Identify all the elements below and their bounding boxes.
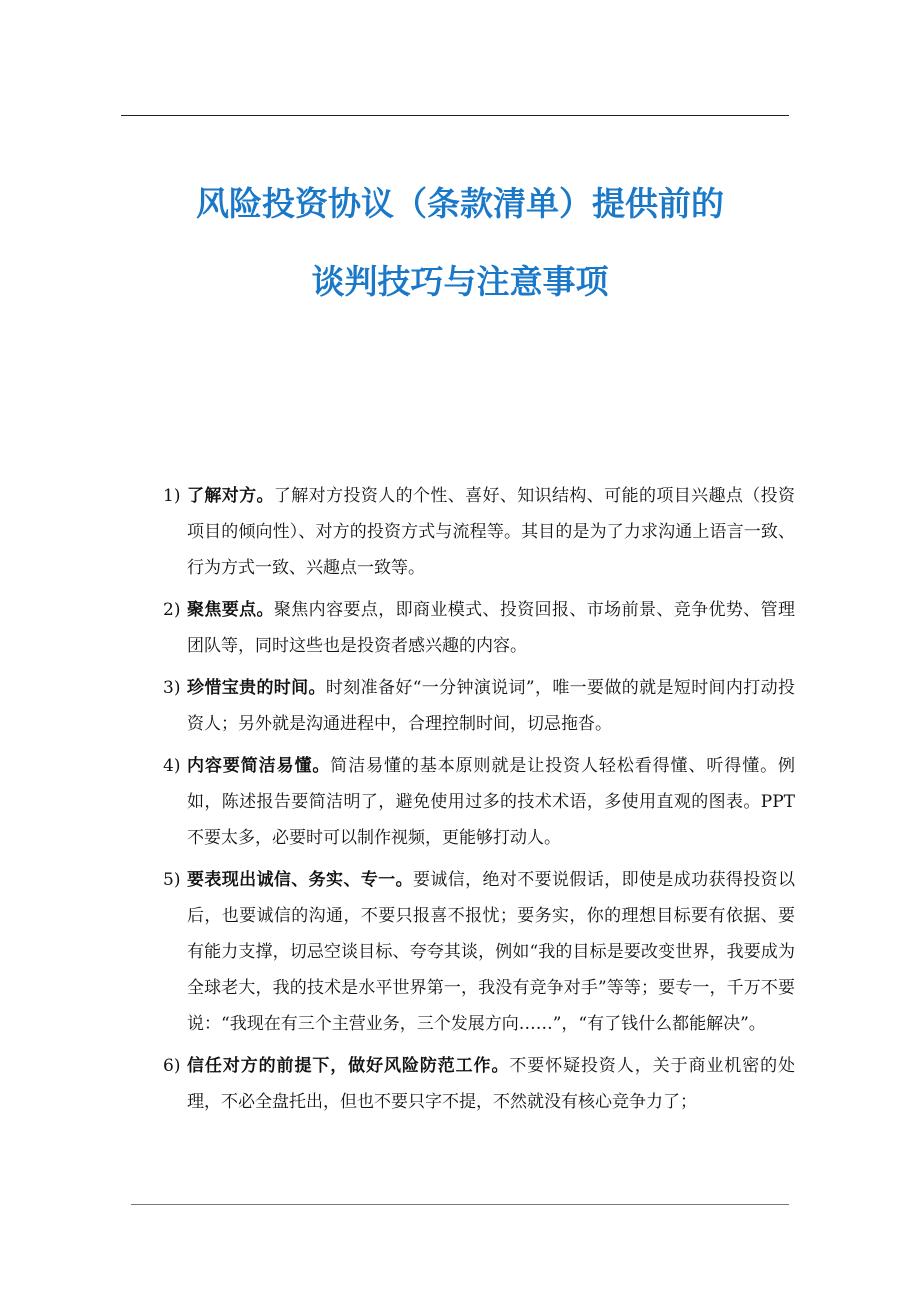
item-text: 了解对方投资人的个性、喜好、知识结构、可能的项目兴趣点（投资项目的倾向性）、对方的投资方式与流程等。其目的是为了力求沟通上语言一致、行为方式一致、兴趣点一致等。 — [187, 486, 796, 578]
list-item-4 — [163, 748, 795, 856]
item-number: 3) — [163, 678, 181, 698]
item-body — [187, 748, 795, 856]
item-heading: 了解对方。 — [187, 486, 274, 506]
item-heading: 聚焦要点。 — [187, 600, 274, 620]
item-body — [187, 478, 795, 586]
item-body — [187, 592, 795, 664]
item-text: 要诚信，绝对不要说假话，即使是成功获得投资以后，也要诚信的沟通，不要只报喜不报忧；要务实，你的理想目标要有依据、要有能力支撑，切忌空谈目标、夸夸其谈，例如“我的目标是要改变世界，我要成为全球老大，我的技术是水平世界第一，我没有竞争对手”等等；要专一，千万不要说：“我现在有三个主营业务，三个发展方向……”，“有了钱什么都能解决”。 — [187, 870, 796, 1034]
item-number: 1) — [163, 486, 181, 506]
list-item-6 — [163, 1048, 795, 1120]
document-title-line-1: 风险投资协议（条款清单）提供前的 — [196, 184, 724, 223]
item-body — [187, 1048, 795, 1120]
item-number: 6) — [163, 1056, 181, 1076]
list-item-3 — [163, 670, 795, 742]
item-text: 不要怀疑投资人，关于商业机密的处理，不必全盘托出，但也不要只字不提，不然就没有核心竞争力了； — [187, 1056, 796, 1112]
item-heading: 信任对方的前提下，做好风险防范工作。 — [187, 1056, 510, 1076]
tips-list — [163, 478, 795, 1126]
item-number: 4) — [163, 756, 181, 776]
item-text: 聚焦内容要点，即商业模式、投资回报、市场前景、竞争优势、管理团队等，同时这些也是投资者感兴趣的内容。 — [187, 600, 796, 656]
list-item-2 — [163, 592, 795, 664]
item-heading: 内容要简洁易懂。 — [187, 756, 331, 776]
item-heading: 要表现出诚信、务实、专一。 — [187, 870, 413, 890]
item-body — [187, 670, 795, 742]
list-item-5 — [163, 862, 795, 1042]
item-number: 2) — [163, 600, 181, 620]
footer-rule — [131, 1204, 789, 1205]
document-title-line-2: 谈判技巧与注意事项 — [311, 262, 609, 301]
item-number: 5) — [163, 870, 181, 890]
header-rule — [121, 115, 789, 116]
item-body — [187, 862, 795, 1042]
item-text: 简洁易懂的基本原则就是让投资人轻松看得懂、听得懂。例如，陈述报告要简洁明了，避免使用过多的技术术语，多使用直观的图表。PPT 不要太多，必要时可以制作视频，更能够打动人。 — [187, 756, 796, 848]
list-item-1 — [163, 478, 795, 586]
item-heading: 珍惜宝贵的时间。 — [187, 678, 326, 698]
item-text: 时刻准备好“一分钟演说词”，唯一要做的就是短时间内打动投资人；另外就是沟通进程中，合理控制时间，切忌拖沓。 — [187, 678, 795, 734]
